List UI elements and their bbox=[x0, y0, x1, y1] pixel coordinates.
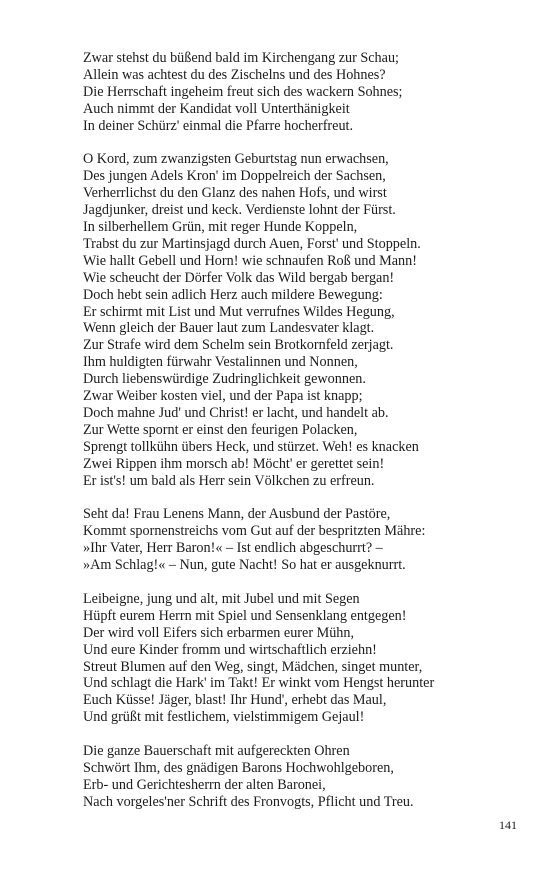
poem-line: Doch mahne Jud' und Christ! er lacht, und handelt ab. bbox=[83, 405, 389, 422]
poem-line: »Ihr Vater, Herr Baron!« – Ist endlich abgeschurrt? – bbox=[83, 540, 383, 557]
poem-line: Durch liebenswürdige Zudringlichkeit gewonnen. bbox=[83, 371, 366, 388]
poem-line: Zwar Weiber kosten viel, und der Papa ist knapp; bbox=[83, 388, 363, 405]
poem-line: Leibeigne, jung und alt, mit Jubel und mit Segen bbox=[83, 590, 360, 607]
poem-line: Doch hebt sein adlich Herz auch mildere Bewegung: bbox=[83, 286, 383, 303]
poem-line: Wie hallt Gebell und Horn! wie schnaufen Roß und Mann! bbox=[83, 252, 417, 269]
poem-line: Hüpft eurem Herrn mit Spiel und Sensenklang entgegen! bbox=[83, 607, 407, 624]
poem-text bbox=[83, 50, 533, 811]
poem-line: Wie scheucht der Dörfer Volk das Wild bergab bergan! bbox=[83, 269, 395, 286]
poem-line: Und grüßt mit festlichem, vielstimmigem Gejaul! bbox=[83, 709, 365, 726]
poem-line: »Am Schlag!« – Nun, gute Nacht! So hat er ausgeknurrt. bbox=[83, 557, 406, 574]
poem-line: Seht da! Frau Lenens Mann, der Ausbund der Pastöre, bbox=[83, 506, 391, 523]
poem-line: Zur Strafe wird dem Schelm sein Brotkornfeld zerjagt. bbox=[83, 337, 394, 354]
poem-line: Des jungen Adels Kron' im Doppelreich der Sachsen, bbox=[83, 168, 386, 185]
poem-line: Auch nimmt der Kandidat voll Unterthänigkeit bbox=[83, 100, 350, 117]
poem-line: Verherrlichst du den Glanz des nahen Hofs, und wirst bbox=[83, 185, 387, 202]
stanza bbox=[83, 591, 533, 726]
poem-line: Zur Wette spornt er einst den feurigen Polacken, bbox=[83, 421, 358, 438]
stanza bbox=[83, 743, 533, 811]
poem-line: Er ist's! um bald als Herr sein Völkchen zu erfreun. bbox=[83, 472, 375, 489]
poem-line: Euch Küsse! Jäger, blast! Ihr Hund', erhebt das Maul, bbox=[83, 692, 387, 709]
poem-line: Nach vorgeles'ner Schrift des Fronvogts, Pflicht und Treu. bbox=[83, 793, 414, 810]
stanza bbox=[83, 151, 533, 489]
poem-line: Zwei Rippen ihm morsch ab! Möcht' er gerettet sein! bbox=[83, 455, 385, 472]
stanza bbox=[83, 50, 533, 135]
poem-line: Kommt spornenstreichs vom Gut auf der bespritzten Mähre: bbox=[83, 523, 426, 540]
poem-line: Schwört Ihm, des gnädigen Barons Hochwohlgeboren, bbox=[83, 760, 394, 776]
poem-line: Die Herrschaft ingeheim freut sich des wackern Sohnes; bbox=[83, 83, 403, 100]
poem-line: In silberhellem Grün, mit reger Hunde Koppeln, bbox=[83, 219, 358, 236]
poem-line: Erb- und Gerichtesherrn der alten Baronei, bbox=[83, 776, 326, 793]
stanza bbox=[83, 506, 533, 574]
poem-line: Sprengt tollkühn übers Heck, und stürzet. Weh! es knacken bbox=[83, 438, 419, 455]
poem-line: Trabst du zur Martinsjagd durch Auen, Forst' und Stoppeln. bbox=[83, 235, 421, 252]
page-number: 141 bbox=[499, 818, 517, 832]
poem-line: Die ganze Bauerschaft mit aufgereckten Ohren bbox=[83, 743, 350, 760]
poem-line: Und schlagt die Hark' im Takt! Er winkt vom Hengst herunter bbox=[83, 675, 435, 692]
poem-line: Jagdjunker, dreist und keck. Verdienste lohnt der Fürst. bbox=[83, 202, 396, 219]
poem-line: Ihm huldigten fürwahr Vestalinnen und Nonnen, bbox=[83, 354, 358, 371]
poem-line: Allein was achtest du des Zischelns und des Hohnes? bbox=[83, 66, 386, 83]
poem-line: Wenn gleich der Bauer laut zum Landesvater klagt. bbox=[83, 320, 375, 337]
poem-line: Der wird voll Eifers sich erbarmen eurer Mühn, bbox=[83, 624, 355, 641]
poem-line: Und eure Kinder fromm und wirtschaftlich erziehn! bbox=[83, 641, 377, 658]
poem-line: Er schirmt mit List und Mut verrufnes Wildes Hegung, bbox=[83, 303, 395, 320]
poem-line: In deiner Schürz' einmal die Pfarre hocherfreut. bbox=[83, 117, 354, 134]
poem-line: O Kord, zum zwanzigsten Geburtstag nun erwachsen, bbox=[83, 151, 389, 168]
poem-line: Streut Blumen auf den Weg, singt, Mädchen, singet munter, bbox=[83, 658, 423, 675]
poem-line: Zwar stehst du büßend bald im Kirchengang zur Schau; bbox=[83, 50, 399, 66]
